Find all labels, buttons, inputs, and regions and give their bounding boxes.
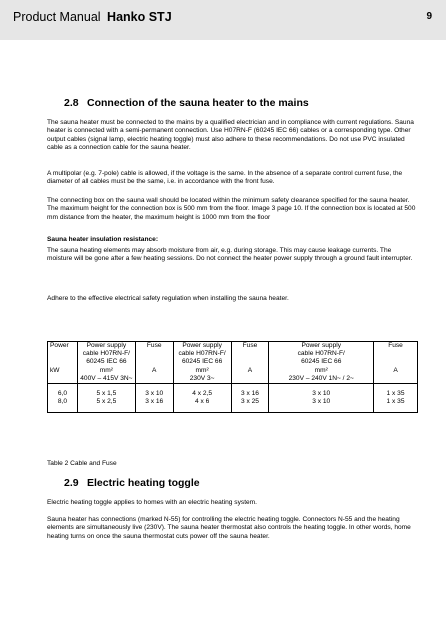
page-header <box>0 0 446 40</box>
page-number: 9 <box>426 11 432 22</box>
paragraph-safety: Adhere to the effective electrical safety regulation when installing the sauna heater. <box>47 295 289 302</box>
power-values-cell: 6,0 8,0 <box>48 384 78 413</box>
supply-400v-values-cell: 5 x 1,5 5 x 2,5 <box>77 384 135 413</box>
supply-230v-3-values-cell: 4 x 2,5 4 x 6 <box>173 384 231 413</box>
header-power: Power kW <box>48 342 78 384</box>
section-2-9-heading <box>64 477 200 489</box>
header-fuse-400v: Fuse A <box>135 342 173 384</box>
section-title: Electric heating toggle <box>87 477 200 489</box>
paragraph-insulation: The sauna heating elements may absorb moisture from air, e.g. during storage. This may cause leakage currents. The moisture will be gone after a few heating sessions. Do not connect the heater power supply through a ground fault interrupter. <box>47 247 413 263</box>
supply-230v-1n-values-cell: 3 x 10 3 x 10 <box>269 384 374 413</box>
paragraph-connecting-box: The connecting box on the sauna wall should be located within the minimum safety clearance specified for the sauna heater. The maximum height for the connection box is 500 mm from the floor. Image 3 page 10. If the connection box is located at 500 mm distance from the heater, the maximum height is 1000 mm from the floor <box>47 197 416 221</box>
header-supply-230v-1n: Power supply cable H07RN-F/ 60245 IEC 66 mm² 230V – 240V 1N~ / 2~ <box>269 342 374 384</box>
paragraph-connection: The sauna heater must be connected to the mains by a qualified electrician and in compliance with current regulations. Sauna heater is connected with a semi-permanent connection. Use H07RN-F (60245 IEC 66) cables or a corresponding type. Other output cables (signal lamp, electric heating toggle) must also adhere to these recommendations. Do not use PVC insulated cable as a connection cable for the sauna heater. <box>47 119 414 152</box>
insulation-heading: Sauna heater insulation resistance: <box>47 236 159 243</box>
table-row <box>48 384 418 413</box>
section-2-8-heading <box>64 97 309 109</box>
header-supply-400v: Power supply cable H07RN-F/ 60245 IEC 66 mm² 400V – 415V 3N~ <box>77 342 135 384</box>
paragraph-toggle-details: Sauna heater has connections (marked N-55) for controlling the electric heating toggle. Connectors N-55 and the heating elements are simultaneously live (230V). The sauna heater thermostat also controls the heating toggle. In other words, home heating turns on once the sauna thermostat cuts power off the sauna heater. <box>47 516 411 540</box>
header-fuse-230v-1n: Fuse A <box>374 342 418 384</box>
header-fuse-230v-3: Fuse A <box>231 342 269 384</box>
manual-title-text: Product Manual <box>13 10 101 24</box>
header-supply-230v-3: Power supply cable H07RN-F/ 60245 IEC 66 mm² 230V 3~ <box>173 342 231 384</box>
cable-fuse-table <box>47 341 418 413</box>
paragraph-toggle-intro: Electric heating toggle applies to homes with an electric heating system. <box>47 499 258 506</box>
fuse-400v-values-cell: 3 x 10 3 x 16 <box>135 384 173 413</box>
fuse-230v-3-values-cell: 3 x 16 3 x 25 <box>231 384 269 413</box>
fuse-230v-1n-values-cell: 1 x 35 1 x 35 <box>374 384 418 413</box>
paragraph-multipolar: A multipolar (e.g. 7-pole) cable is allowed, if the voltage is the same. In the absence of a separate control current fuse, the diameter of all cables must be the same, i.e. in accordance with the front fuse. <box>47 170 403 186</box>
section-number: 2.8 <box>64 97 79 109</box>
product-brand: Hanko STJ <box>107 10 172 24</box>
section-number: 2.9 <box>64 477 79 489</box>
section-title: Connection of the sauna heater to the mains <box>87 97 309 109</box>
table-caption: Table 2 Cable and Fuse <box>47 460 117 467</box>
table-header-row <box>48 342 418 384</box>
manual-title <box>13 10 172 24</box>
